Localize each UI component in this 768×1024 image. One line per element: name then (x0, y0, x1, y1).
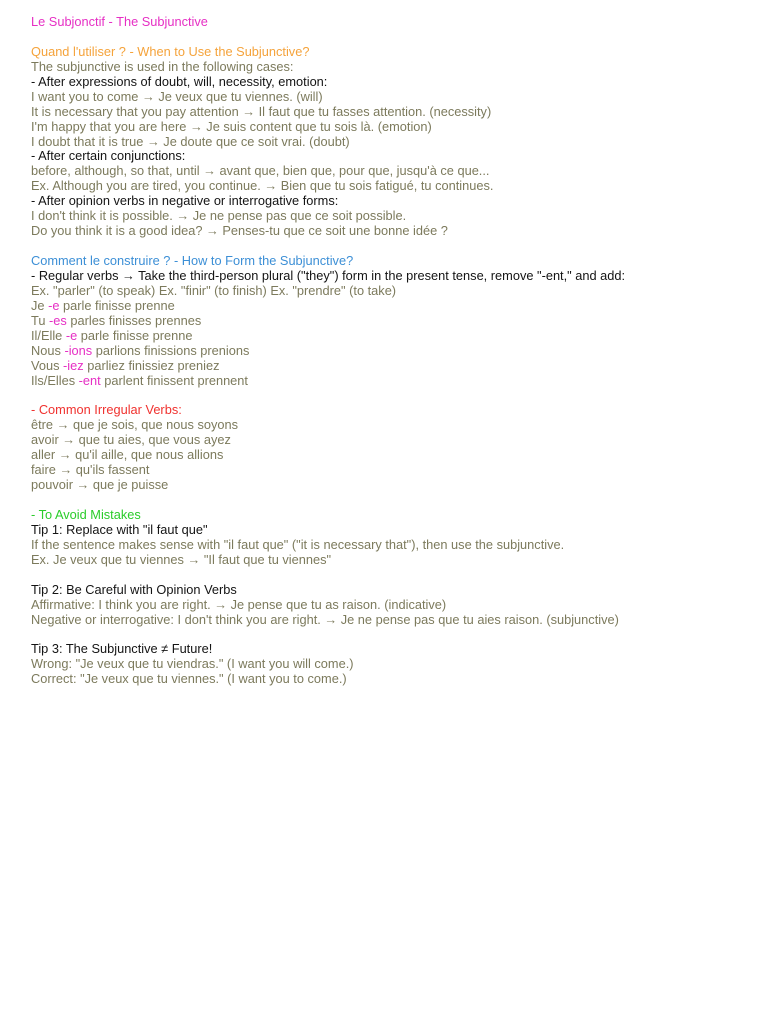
conjugated-forms: parles finisses prennes (66, 312, 202, 328)
pronoun: Vous (31, 357, 64, 373)
tip-3-label: Tip 3: The Subjunctive ≠ Future! (31, 641, 213, 657)
ending: -e (48, 297, 60, 313)
tip-line: Affirmative: I think you are right. → Je pense que tu as raison. (indicative) (31, 596, 447, 612)
section-heading-how: Comment le construire ? - How to Form the Subjunctive? (31, 253, 354, 268)
case-label-conjunctions: - After certain conjunctions: (31, 148, 186, 164)
conjugated-forms: parlent finissent prennent (100, 372, 248, 388)
spacer (31, 568, 768, 583)
section-heading-when: Quand l'utiliser ? - When to Use the Subjunctive? (31, 43, 310, 59)
pronoun: Nous (31, 342, 65, 358)
irregular-verb-item: avoir → que tu aies, que vous ayez (31, 432, 231, 448)
spacer (31, 30, 768, 45)
conjugation-row (31, 359, 768, 374)
tip-2-label: Tip 2: Be Careful with Opinion Verbs (31, 581, 237, 597)
when-intro: The subjunctive is used in the following cases: (31, 58, 294, 74)
example-line: I want you to come → Je veux que tu viennes. (will) (31, 88, 323, 104)
ending: -es (49, 312, 67, 328)
spacer (31, 627, 768, 642)
irregular-verb-item: faire → qu'ils fassent (31, 462, 150, 478)
pronoun: Tu (31, 312, 50, 328)
pronoun: Je (31, 297, 49, 313)
example-line: Ex. Although you are tired, you continue. → Bien que tu sois fatigué, tu continues. (31, 178, 494, 194)
spacer (31, 493, 768, 508)
pronoun: Ils/Elles (31, 372, 79, 388)
page-title: Le Subjonctif - The Subjunctive (31, 14, 208, 29)
ending: -ent (78, 372, 101, 388)
case-label-doubt-will: - After expressions of doubt, will, necessity, emotion: (31, 73, 328, 89)
section-heading-mistakes: - To Avoid Mistakes (31, 506, 141, 522)
tip-1-label: Tip 1: Replace with "il faut que" (31, 521, 208, 537)
example-line: I'm happy that you are here → Je suis content que tu sois là. (emotion) (31, 118, 432, 134)
pronoun: Il/Elle (31, 327, 66, 343)
conjugation-row (31, 314, 768, 329)
ending: -iez (63, 357, 84, 373)
section-heading-irregular: - Common Irregular Verbs: (31, 402, 182, 418)
conjugation-row (31, 374, 768, 389)
spacer (31, 239, 768, 254)
ending: -ions (64, 342, 93, 358)
irregular-verb-item: être → que je sois, que nous soyons (31, 417, 239, 433)
example-line: before, although, so that, until → avant que, bien que, pour que, jusqu'à ce que... (31, 163, 490, 179)
tip-line: If the sentence makes sense with "il faut que" ("it is necessary that"), then use the subjunctive. (31, 536, 565, 552)
tip-line: Correct: "Je veux que tu viennes." (I want you to come.) (31, 671, 347, 687)
tip-line: Ex. Je veux que tu viennes → "Il faut que tu viennes" (31, 551, 332, 567)
spacer (31, 388, 768, 403)
conjugated-forms: parlions finissions prenions (92, 342, 250, 358)
verb-examples-line: Ex. "parler" (to speak) Ex. "finir" (to finish) Ex. "prendre" (to take) (31, 282, 397, 298)
irregular-verb-item: aller → qu'il aille, que nous allions (31, 447, 224, 463)
conjugation-row (31, 344, 768, 359)
conjugated-forms: parliez finissiez preniez (83, 357, 220, 373)
ending: -e (65, 327, 78, 343)
example-line: Do you think it is a good idea? → Penses-tu que ce soit une bonne idée ? (31, 223, 448, 239)
tip-line: Wrong: "Je veux que tu viendras." (I want you will come.) (31, 656, 354, 672)
case-label-opinion-verbs: - After opinion verbs in negative or interrogative forms: (31, 193, 339, 209)
formation-rule: - Regular verbs → Take the third-person plural ("they") form in the present tense, remove "-ent," and add: (31, 267, 626, 283)
example-line: I don't think it is possible. → Je ne pense pas que ce soit possible. (31, 208, 407, 224)
tip-line: Negative or interrogative: I don't think you are right. → Je ne pense pas que tu aies raison. (subjunctive) (31, 611, 619, 627)
example-line: I doubt that it is true → Je doute que ce soit vrai. (doubt) (31, 133, 350, 149)
conjugation-row (31, 299, 768, 314)
conjugated-forms: parle finisse prenne (77, 327, 193, 343)
irregular-verb-item: pouvoir → que je puisse (31, 477, 169, 493)
example-line: It is necessary that you pay attention → Il faut que tu fasses attention. (necessity) (31, 103, 492, 119)
conjugation-row (31, 329, 768, 344)
conjugated-forms: parle finisse prenne (59, 297, 175, 313)
